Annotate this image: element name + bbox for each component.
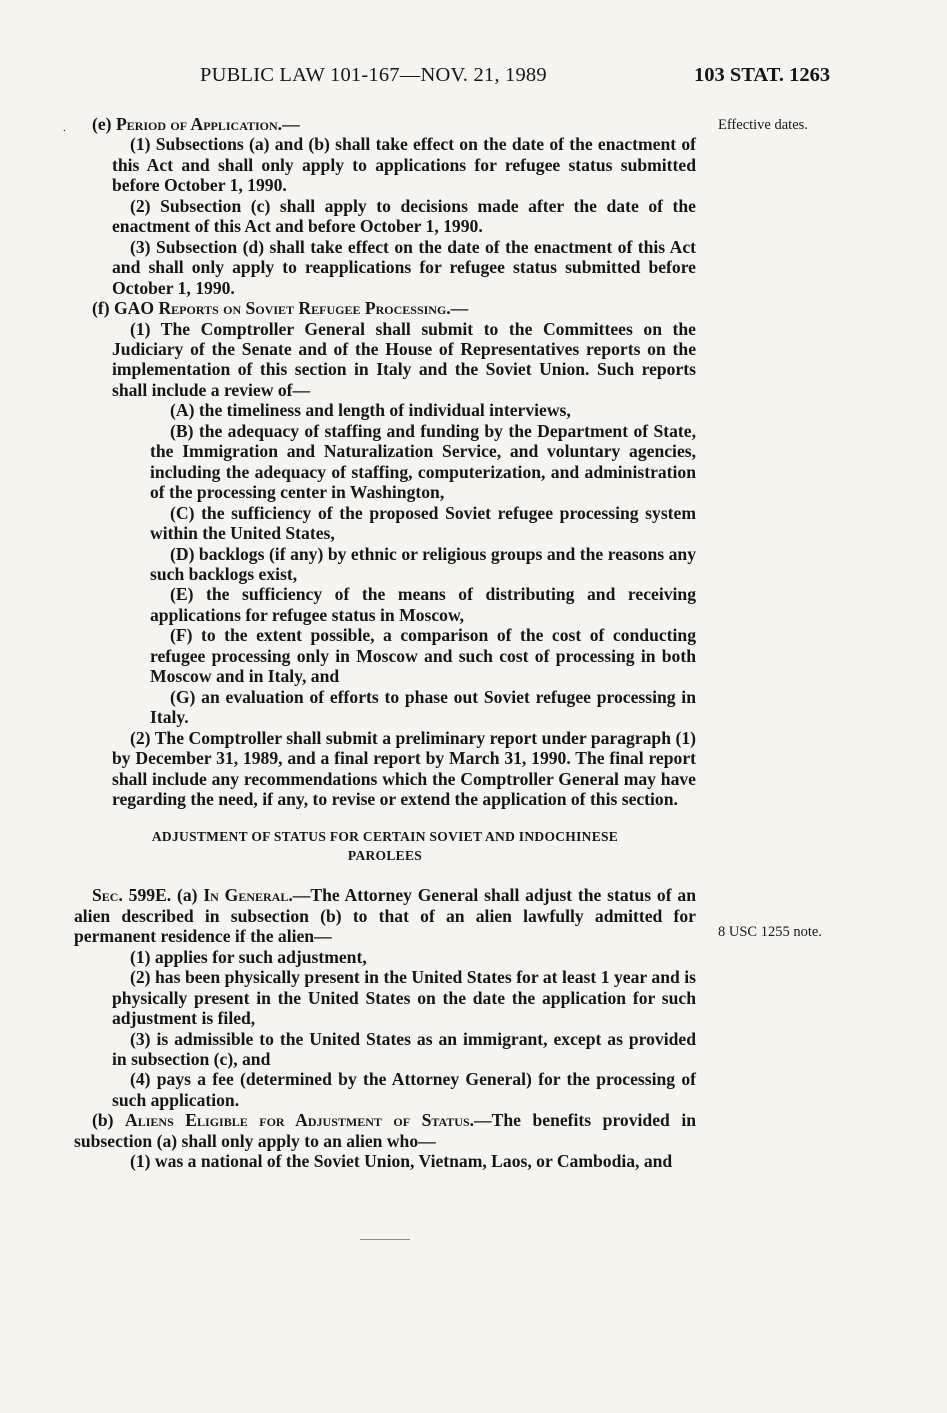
section-heading-line-1: ADJUSTMENT OF STATUS FOR CERTAIN SOVIET AND INDOCHINESE — [151, 829, 619, 845]
subsection-f-item-c: (C) the sufficiency of the proposed Soviet refugee processing system within the United States, — [150, 502, 696, 544]
subsection-e-paragraph-1: (1) Subsections (a) and (b) shall take effect on the date of the enactment of this Act and shall only apply to applications for refugee status submitted before October 1, 1990. — [112, 134, 696, 196]
subsection-f-paragraph-2: (2) The Comptroller shall submit a preliminary report under paragraph (1) by December 31, 1989, and a final report by March 31, 1990. The final report shall include any recommendations which the Comptroller General may have regarding the need, if any, to revise or extend the application of this section. — [112, 727, 696, 809]
subsection-e-paragraph-3: (3) Subsection (d) shall take effect on the date of the enactment of this Act and shall only apply to reapplications for refugee status submitted before October 1, 1990. — [112, 236, 696, 298]
statute-page-number: 103 STAT. 1263 — [694, 64, 831, 86]
subsection-a-item-2: (2) has been physically present in the United States for at least 1 year and is physically present in the United States on the date the application for such adjustment is filed, — [112, 967, 696, 1029]
subsection-f-item-a: (A) the timeliness and length of individual interviews, — [170, 400, 571, 421]
subsection-a-item-3: (3) is admissible to the United States as an immigrant, except as provided in subsection (c), and — [112, 1028, 696, 1070]
subsection-f-title: Reports on Soviet Refugee Processing.— — [158, 298, 469, 319]
page-end-rule — [360, 1239, 410, 1240]
margin-note-effective-dates: Effective dates. — [718, 117, 808, 133]
subsection-a-item-1: (1) applies for such adjustment, — [130, 946, 367, 967]
sec-label: Sec — [92, 885, 119, 906]
subsection-b-item-1: (1) was a national of the Soviet Union, Vietnam, Laos, or Cambodia, and — [130, 1151, 673, 1172]
statute-body — [74, 114, 696, 1172]
subsection-f-item-e: (E) the sufficiency of the means of distributing and receiving applications for refugee status in Moscow, — [150, 584, 696, 625]
subsection-e-heading: (e) Period of Application.— — [92, 114, 300, 134]
subsection-e-paragraph-2: (2) Subsection (c) shall apply to decisions made after the date of the enactment of this Act and before October 1, 1990. — [112, 195, 696, 237]
subsection-f-paragraph-1: (1) The Comptroller General shall submit to the Committees on the Judiciary of the Senate and of the House of Representatives reports on the implementation of this section in Italy and the Soviet Union. Such reports shall include a review of— — [112, 318, 696, 400]
subsection-a-title: In General. — [203, 885, 293, 906]
subsection-f-heading: (f) GAO Reports on Soviet Refugee Processing.— — [92, 298, 469, 319]
subsection-f-item-d: (D) backlogs (if any) by ethnic or religious groups and the reasons any such backlogs exist, — [150, 543, 696, 584]
section-599e-heading — [74, 827, 696, 865]
page-header — [0, 64, 947, 96]
section-599e-subsection-b: (b) Aliens Eligible for Adjustment of Status.—The benefits provided in subsection (a) shall only apply to an alien who— — [74, 1110, 697, 1151]
subsection-e-title: Period of Application.— — [115, 114, 300, 134]
section-heading-line-2: PAROLEES — [347, 848, 423, 864]
section-599e-subsection-a: Sec. 599E. (a) In General.—The Attorney General shall adjust the status of an alien described in subsection (b) to that of an alien lawfully admitted for permanent residence if the alien— — [74, 885, 696, 947]
subsection-f-item-b: (B) the adequacy of staffing and funding by the Department of State, the Immigration and Naturalization Service, and voluntary agencies, including the adequacy of staffing, computerization, and administration of the processing center in Washington, — [150, 420, 696, 503]
margin-tick-mark: . — [63, 122, 66, 134]
running-head-title: PUBLIC LAW 101-167—NOV. 21, 1989 — [200, 64, 547, 86]
subsection-f-item-f: (F) to the extent possible, a comparison of the cost of conducting refugee processing only in Moscow and such cost of processing in both Moscow and in Italy, and — [150, 625, 696, 687]
margin-note-usc-reference: 8 USC 1255 note. — [718, 924, 822, 940]
subsection-f-item-g: (G) an evaluation of efforts to phase out Soviet refugee processing in Italy. — [150, 686, 696, 728]
subsection-a-item-4: (4) pays a fee (determined by the Attorney General) for the processing of such application. — [112, 1069, 696, 1110]
subsection-b-title: Aliens Eligible for Adjustment of Status. — [125, 1110, 475, 1131]
